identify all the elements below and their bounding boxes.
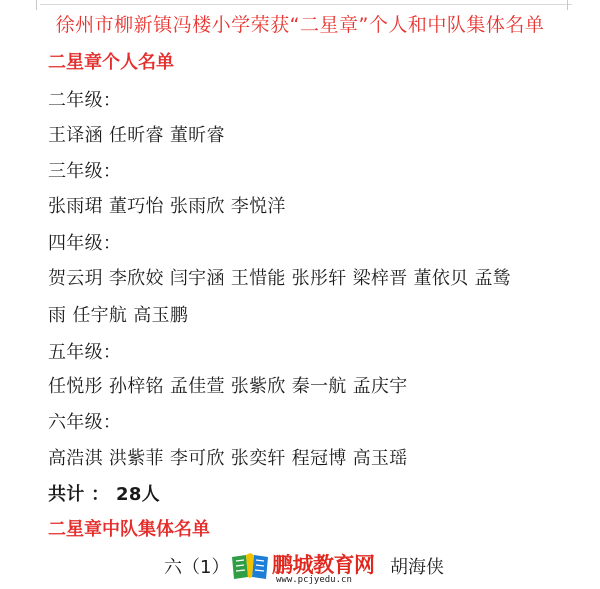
page-corner-mark-right	[567, 0, 582, 10]
book-logo-icon	[228, 551, 272, 581]
grade-5-label: 五年级：	[48, 342, 122, 363]
watermark	[226, 549, 386, 589]
grade-2-label: 二年级：	[48, 90, 122, 111]
grade-4-label: 四年级：	[48, 233, 122, 254]
page-corner-mark-left	[22, 0, 37, 10]
grade-6-names: 高浩淇 洪紫菲 李可欣 张奕轩 程冠博 高玉瑶	[48, 448, 408, 469]
watermark-url: www.pcjyedu.cn	[276, 575, 352, 585]
squadron-teacher: 胡海侠	[390, 557, 444, 578]
grade-4-names-line-1: 贺云玥 李欣姣 闫宇涵 王惜能 张彤轩 梁梓晋 董依贝 孟鸶	[48, 268, 512, 289]
page-top-rule	[40, 4, 572, 5]
grade-6-label: 六年级：	[48, 412, 122, 433]
grade-2-names: 王译涵 任昕睿 董昕睿	[48, 125, 225, 146]
document-title: 徐州市柳新镇冯楼小学荣获“二星章”个人和中队集体名单	[55, 14, 545, 36]
grade-5-names: 任悦彤 孙梓铭 孟佳萱 张紫欣 秦一航 孟庆宇	[48, 376, 408, 397]
squadron-row	[0, 553, 600, 583]
watermark-name: 鹏城教育网	[272, 553, 375, 577]
individual-list-heading: 二星章个人名单	[48, 52, 174, 73]
squadron-list-heading: 二星章中队集体名单	[48, 519, 210, 540]
grade-4-names-line-2: 雨 任宇航 高玉鹏	[48, 305, 189, 326]
squadron-class: 六（1）	[164, 557, 230, 578]
total-count: 共计 ： 28人	[48, 484, 160, 505]
grade-3-names: 张雨珺 董巧怡 张雨欣 李悦洋	[48, 196, 286, 217]
grade-3-label: 三年级：	[48, 161, 122, 182]
